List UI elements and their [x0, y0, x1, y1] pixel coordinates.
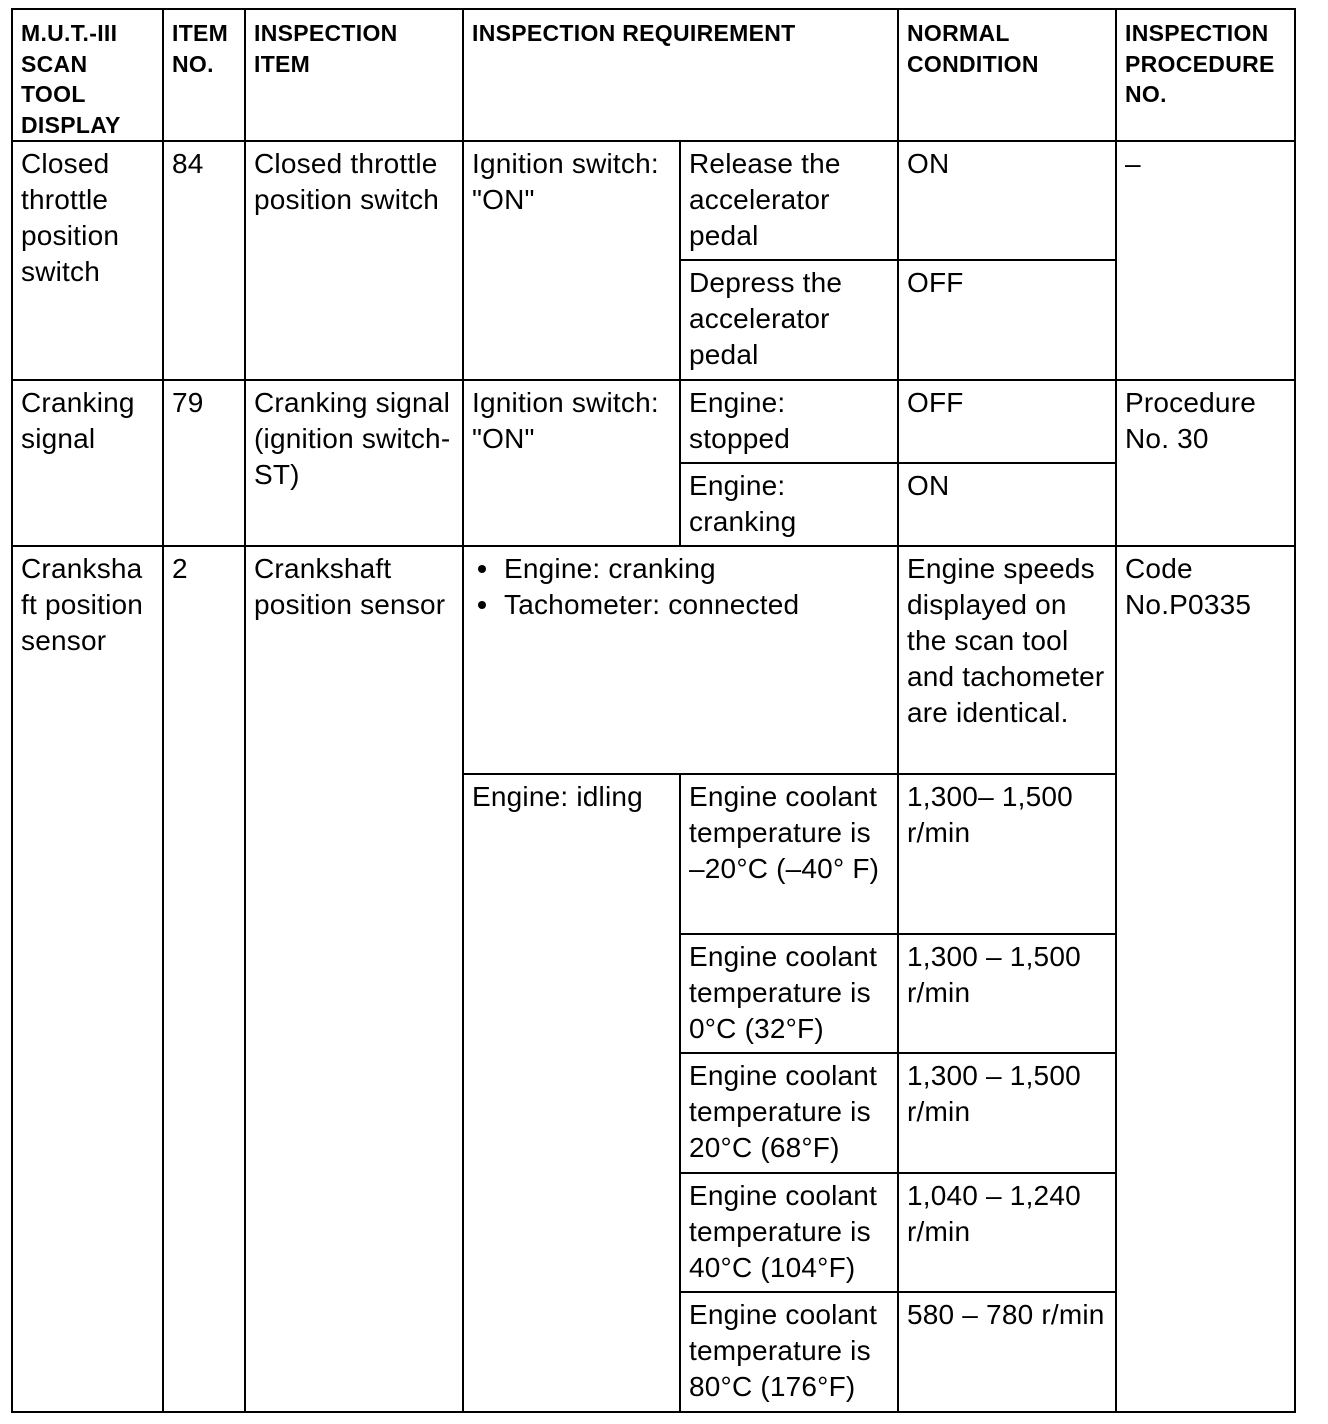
row3-bullet-list	[464, 547, 897, 623]
temp-requirement: Engine coolant temperature is –20°C (–40° F)	[689, 781, 880, 884]
header-normal-condition: NORMAL CONDITION	[907, 20, 1039, 77]
row3-item-no: 2	[172, 553, 188, 584]
temp-normal: 1,040 – 1,240 r/min	[907, 1180, 1081, 1247]
row1-item: Closed throttle position switch	[254, 148, 440, 215]
row1-condition: Ignition switch: "ON"	[472, 148, 659, 215]
row2-item: Cranking signal (ignition switch-ST)	[254, 387, 451, 490]
row2-sub2-requirement: Engine: cranking	[689, 470, 797, 537]
temp-normal: 1,300 – 1,500 r/min	[907, 1060, 1081, 1127]
row2-condition: Ignition switch: "ON"	[472, 387, 659, 454]
row1-item-no: 84	[172, 148, 204, 179]
row1-sub1-requirement: Release the accelerator pedal	[689, 148, 841, 251]
row1-sub1-normal: ON	[907, 148, 950, 179]
header-requirement: INSPECTION REQUIREMENT	[472, 20, 796, 46]
row1-sub2-requirement: Depress the accelerator pedal	[689, 267, 843, 370]
temp-requirement: Engine coolant temperature is 80°C (176°F)	[689, 1299, 878, 1402]
header-display: M.U.T.-III SCAN TOOL DISPLAY	[21, 20, 121, 138]
row2-procedure: Procedure No. 30	[1125, 387, 1256, 454]
row2-display: Cranking signal	[21, 387, 135, 454]
column-divider	[162, 8, 164, 1413]
table-border-right	[1294, 8, 1296, 1413]
temp-normal: 1,300– 1,500 r/min	[907, 781, 1073, 848]
column-divider	[244, 8, 246, 1413]
row2-item-no: 79	[172, 387, 204, 418]
row2-sub1-requirement: Engine: stopped	[689, 387, 791, 454]
header-inspection-item: INSPECTION ITEM	[254, 20, 398, 77]
row1-display: Closed throttle position switch	[21, 148, 120, 287]
temp-normal: 580 – 780 r/min	[907, 1299, 1105, 1330]
row3-procedure: Code No.P0335	[1125, 553, 1252, 620]
header-item-no: ITEM NO.	[172, 20, 229, 77]
bullet-item: Tachometer: connected	[466, 587, 889, 623]
row3-display: Cranksha ft position sensor	[21, 553, 144, 656]
temp-requirement: Engine coolant temperature is 20°C (68°F)	[689, 1060, 878, 1163]
row1-sub2-normal: OFF	[907, 267, 964, 298]
row3-item: Crankshaft position sensor	[254, 553, 446, 620]
header-procedure: INSPECTION PROCEDURE NO.	[1125, 20, 1275, 107]
bullet-item: Engine: cranking	[466, 551, 889, 587]
column-divider	[1115, 8, 1117, 1413]
table-border-bottom	[11, 1411, 1296, 1413]
temp-normal: 1,300 – 1,500 r/min	[907, 941, 1081, 1008]
row3-bullet-normal: Engine speeds displayed on the scan tool and tachometer are identical.	[907, 553, 1105, 728]
column-divider	[462, 8, 464, 1413]
row2-sub2-normal: ON	[907, 470, 950, 501]
temp-requirement: Engine coolant temperature is 0°C (32°F)	[689, 941, 878, 1044]
temp-requirement: Engine coolant temperature is 40°C (104°F)	[689, 1180, 878, 1283]
row2-sub1-normal: OFF	[907, 387, 964, 418]
row1-procedure: –	[1125, 148, 1141, 179]
row3-idle-condition: Engine: idling	[472, 781, 643, 812]
